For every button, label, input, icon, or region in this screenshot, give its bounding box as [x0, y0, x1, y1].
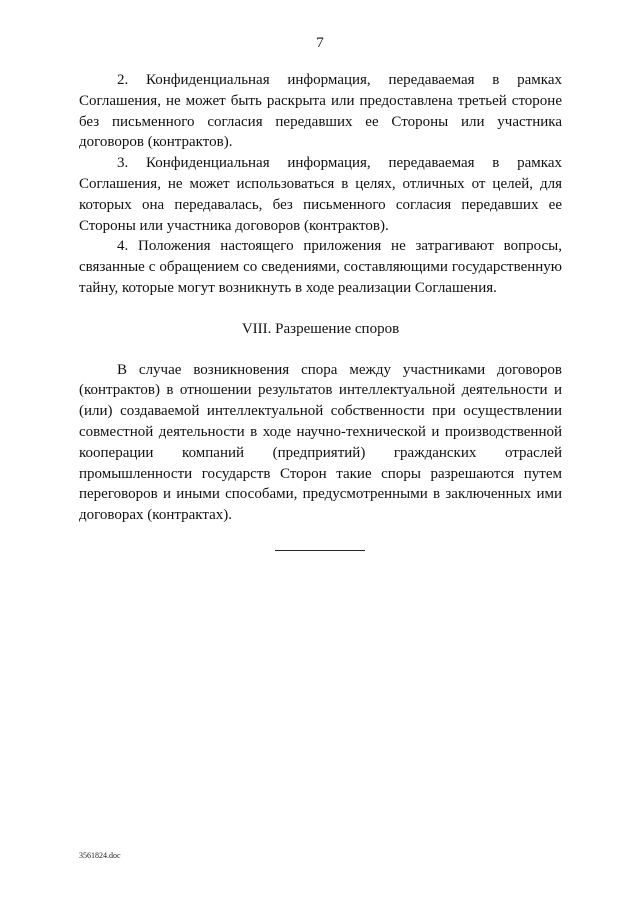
document-body [79, 70, 562, 526]
paragraph-state-secret: 4. Положения настоящего приложения не затрагивают вопросы, связанные с обращением со сведениями, составляющими государственную тайну, которые могут возникнуть в ходе реализации Соглашения. [79, 238, 562, 296]
paragraph-confidential-disclosure: 2. Конфиденциальная информация, передаваемая в рамках Соглашения, не может быть раскрыта или предоставлена третьей стороне без письменного согласия передавших ее Стороны или участника договоров (контрактов). [79, 72, 562, 151]
section-heading: VIII. Разрешение споров [241, 320, 400, 337]
file-name-footer: 3561824.doc [79, 851, 121, 860]
end-of-text-rule [275, 550, 365, 551]
page-number: 7 [316, 35, 324, 51]
paragraph-dispute-resolution: В случае возникновения спора между участниками договоров (контрактов) в отношении результатов интеллектуальной деятельности и (или) создаваемой интеллектуальной собственности при осуществлении совместной деятельности в ходе научно-технической и производственной кооперации компаний (предприятий) гражданских отраслей промышленности государств Сторон такие споры разрешаются путем переговоров и иными способами, предусмотренными в заключенных ими договорах (контрактах). [79, 361, 562, 524]
paragraph-confidential-use: 3. Конфиденциальная информация, передаваемая в рамках Соглашения, не может использоваться в целях, отличных от целей, для которых она передавалась, без письменного согласия передавших ее Стороны или участника договоров (контрактов). [79, 155, 562, 234]
